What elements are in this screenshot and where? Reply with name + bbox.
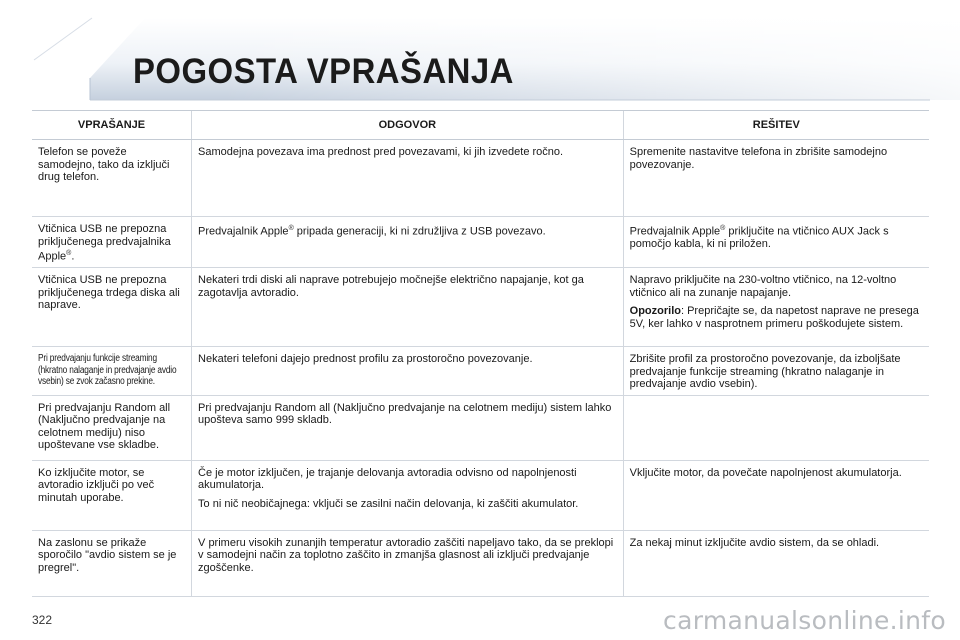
answer-cell: V primeru visokih zunanjih temperatur avtoradio zaščiti napeljavo tako, da se preklopi v samodejni način za toplotno zaščito in zmanjša glasnost ali izključi predvajanje zgoščenke. xyxy=(192,530,624,596)
table-row xyxy=(32,268,929,347)
table-row xyxy=(32,530,929,596)
solution-text-end: priključite na vtičnico AUX Jack s pomočjo kabla, ki ni priložen. xyxy=(629,225,889,251)
table-row xyxy=(32,395,929,460)
question-text-end: . xyxy=(71,250,75,263)
question-cell: Na zaslonu se prikaže sporočilo "avdio sistem se je pregrel". xyxy=(32,530,192,596)
answer-cell: Nekateri trdi diski ali naprave potrebujejo močnejše električno napajanje, kot ga zagotavlja avtoradio. xyxy=(192,268,624,347)
answer-text-end: pripada generaciji, ki ni združljiva z USB povezavo. xyxy=(293,225,546,238)
solution-cell xyxy=(623,395,929,460)
registered-mark: ® xyxy=(66,250,72,257)
question-text: Vtičnica USB ne prepozna priključenega predvajalnika Apple xyxy=(38,223,171,263)
header-question: VPRAŠANJE xyxy=(32,111,192,140)
solution-cell: Spremenite nastavitve telefona in zbrišite samodejno povezovanje. xyxy=(623,140,929,217)
question-text-condensed: Pri predvajanju funkcije streaming (hkratno nalaganje in predvajanje avdio vsebin) se zvok začasno prekine. xyxy=(38,353,177,388)
solution-cell: Za nekaj minut izključite avdio sistem, da se ohladi. xyxy=(623,530,929,596)
solution-cell xyxy=(623,217,929,268)
answer-cell: Samodejna povezava ima prednost pred povezavami, ki jih izvedete ročno. xyxy=(192,140,624,217)
header-answer: ODGOVOR xyxy=(192,111,624,140)
solution-cell: Zbrišite profil za prostoročno povezovanje, da izboljšate predvajanje funkcije streaming (hkratno nalaganje in predvajanje avdio vsebin). xyxy=(623,347,929,396)
warning-paragraph xyxy=(630,305,923,330)
answer-cell: Nekateri telefoni dajejo prednost profilu za prostoročno povezovanje. xyxy=(192,347,624,396)
faq-table xyxy=(32,110,929,597)
answer-text-2: To ni nič neobičajnega: vključi se zasilni način delovanja, ki zaščiti akumulator. xyxy=(198,497,579,510)
header-solution: REŠITEV xyxy=(623,111,929,140)
answer-cell xyxy=(192,217,624,268)
table-row xyxy=(32,347,929,396)
question-cell: Ko izključite motor, se avtoradio izključi po več minutah uporabe. xyxy=(32,460,192,530)
warning-text: : Prepričajte se, da napetost naprave ne presega 5V, ker lahko v nasprotnem primeru poškodujete sistem. xyxy=(629,305,919,330)
page-title: POGOSTA VPRAŠANJA xyxy=(133,52,514,91)
table-header-row xyxy=(32,111,929,140)
answer-text: Predvajalnik Apple xyxy=(198,225,289,238)
table-row xyxy=(32,217,929,268)
solution-text: Predvajalnik Apple xyxy=(629,225,721,238)
warning-label: Opozorilo xyxy=(629,305,681,318)
table-row xyxy=(32,460,929,530)
question-cell: Telefon se poveže samodejno, tako da izključi drug telefon. xyxy=(32,140,192,217)
page-number: 322 xyxy=(32,613,53,627)
question-cell xyxy=(32,347,192,396)
registered-mark: ® xyxy=(288,225,294,232)
question-cell xyxy=(32,217,192,268)
answer-cell xyxy=(192,460,624,530)
answer-cell: Pri predvajanju Random all (Naključno predvajanje na celotnem mediju) sistem lahko upošteva samo 999 skladb. xyxy=(192,395,624,460)
table-row xyxy=(32,140,929,217)
registered-mark: ® xyxy=(720,225,726,232)
question-cell: Vtičnica USB ne prepozna priključenega trdega diska ali naprave. xyxy=(32,268,192,347)
solution-cell xyxy=(623,268,929,347)
watermark: carmanualsonline.info xyxy=(663,606,946,635)
header-diagonal-line xyxy=(34,18,92,60)
question-cell: Pri predvajanju Random all (Naključno predvajanje na celotnem mediju) niso upoštevane vse skladbe. xyxy=(32,395,192,460)
solution-cell: Vključite motor, da povečate napolnjenost akumulatorja. xyxy=(623,460,929,530)
answer-text: Če je motor izključen, je trajanje delovanja avtoradia odvisno od napolnjenosti akumulatorja. xyxy=(198,466,577,492)
solution-text: Napravo priključite na 230-voltno vtičnico, na 12-voltno vtičnico ali na zunanje napajanje. xyxy=(629,274,897,299)
